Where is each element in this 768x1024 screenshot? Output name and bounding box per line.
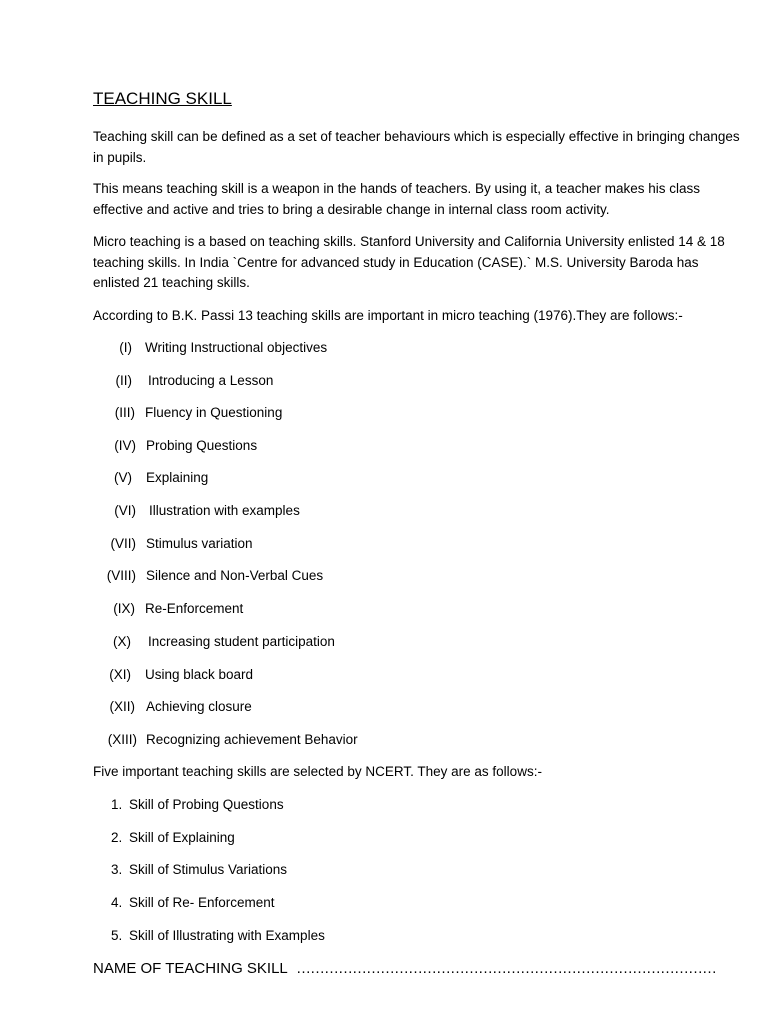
list-item-number: (XIII) <box>107 732 137 747</box>
list-item-text: Skill of Stimulus Variations <box>129 862 288 877</box>
list-item-number: (X) <box>113 634 131 649</box>
list-item-number: (VIII) <box>106 568 136 583</box>
list-item-number: 5. <box>111 928 123 943</box>
list-item-text: Increasing student participation <box>148 634 335 649</box>
list-item-number: (I) <box>119 340 132 355</box>
list-item-text: Using black board <box>145 667 254 682</box>
list-item-text: Skill of Illustrating with Examples <box>129 928 325 943</box>
list-item-text: Skill of Re- Enforcement <box>129 895 275 910</box>
list-item-number: (VII) <box>110 536 136 551</box>
list-item-number: (IX) <box>113 601 135 616</box>
skill-name-blank-line: ……………………………………………………………………………… <box>296 960 716 977</box>
list-item-text: Fluency in Questioning <box>145 405 283 420</box>
list-item-number: (VI) <box>114 503 136 518</box>
ncert-intro: Five important teaching skills are selected by NCERT. They are as follows:- <box>93 764 542 779</box>
list-item-number: 2. <box>111 830 123 845</box>
list-item-text: Recognizing achievement Behavior <box>146 732 358 747</box>
paragraph-definition: Teaching skill can be defined as a set of teacher behaviours which is especially effective in bringing changes in pupils. <box>93 129 740 165</box>
list-item-text: Introducing a Lesson <box>148 373 274 388</box>
list-item-number: (V) <box>114 470 132 485</box>
page-title: TEACHING SKILL <box>93 89 232 108</box>
list-item-number: (II) <box>115 373 132 388</box>
list-item-text: Achieving closure <box>146 699 252 714</box>
list-item-text: Re-Enforcement <box>145 601 244 616</box>
skill-name-label: NAME OF TEACHING SKILL <box>93 960 288 977</box>
list-item-number: 3. <box>111 862 123 877</box>
list-item-number: (III) <box>114 405 135 420</box>
paragraph-weapon: This means teaching skill is a weapon in the hands of teachers. By using it, a teacher makes his class effective and active and tries to bring a desirable change in internal class room activity. <box>93 181 701 217</box>
list-item-text: Writing Instructional objectives <box>145 340 328 355</box>
list-item-number: (XII) <box>109 699 135 714</box>
list-item-number: (IV) <box>114 438 136 453</box>
list-item-text: Probing Questions <box>146 438 258 453</box>
list-item-text: Silence and Non-Verbal Cues <box>146 568 324 583</box>
paragraph-micro-teaching: Micro teaching is a based on teaching skills. Stanford University and California University enlisted 14 & 18 teaching skills. In India `Centre for advanced study in Education (CASE).` M.S. University Baroda has enlisted 21 teaching skills. <box>93 234 725 290</box>
list-item-number: 1. <box>111 797 123 812</box>
list-item-number: 4. <box>111 895 123 910</box>
passi-intro: According to B.K. Passi 13 teaching skills are important in micro teaching (1976).They are follows:- <box>93 308 683 323</box>
list-item-number: (XI) <box>109 667 131 682</box>
list-item-text: Skill of Explaining <box>129 830 235 845</box>
list-item-text: Skill of Probing Questions <box>129 797 284 812</box>
list-item-text: Illustration with examples <box>149 503 300 518</box>
list-item-text: Explaining <box>146 470 209 485</box>
list-item-text: Stimulus variation <box>146 536 253 551</box>
